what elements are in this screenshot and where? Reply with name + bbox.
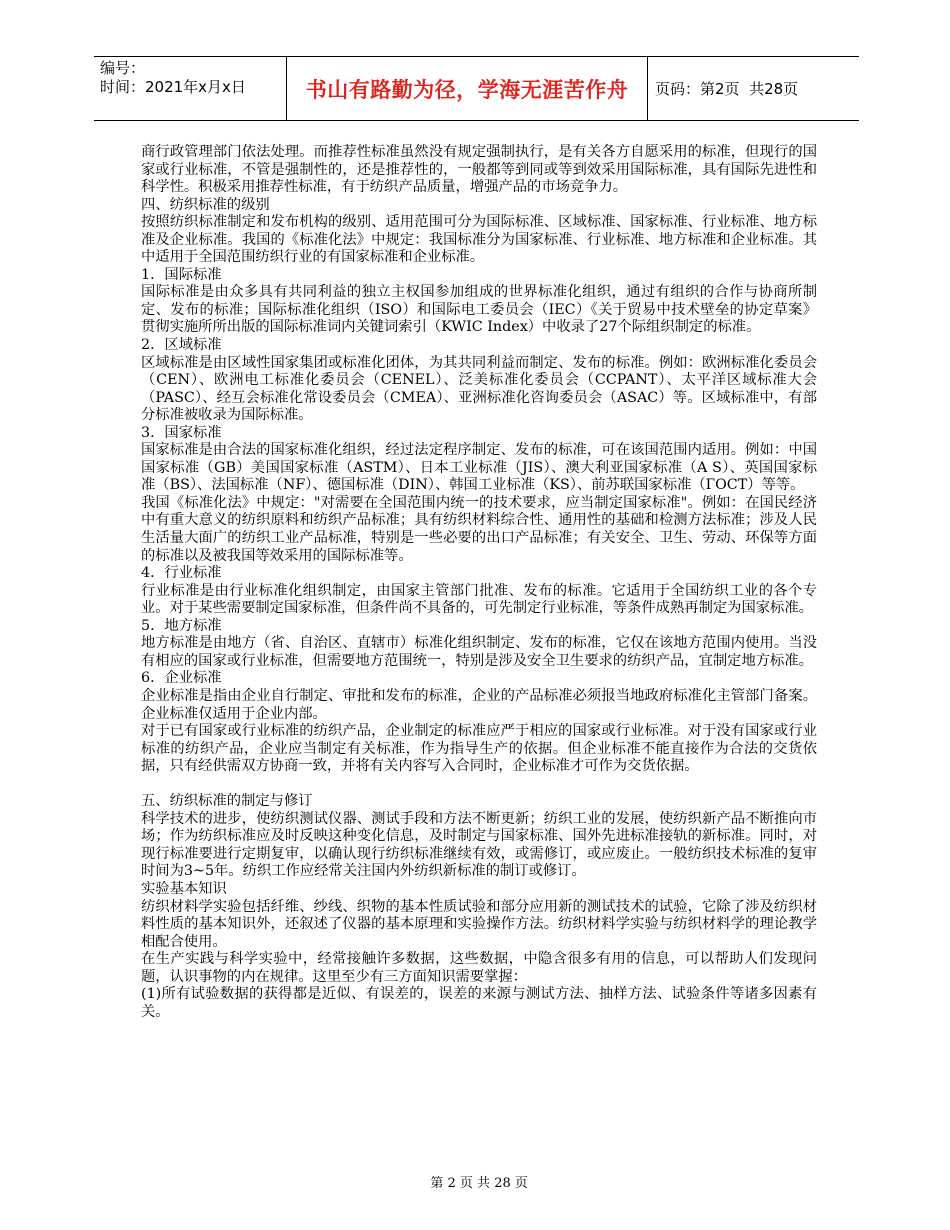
paragraph: 企业标准是指由企业自行制定、审批和发布的标准，企业的产品标准必须报当地政府标准化主管部门备案。企业标准仅适用于企业内部。 <box>141 687 817 722</box>
paragraph: 科学技术的进步，使纺织测试仪器、测试手段和方法不断更新；纺织工业的发展，使纺织新产品不断推向市场；作为纺织标准应及时反映这种变化信息，及时制定与国家标准、国外先进标准接轨的新标准。同时，对现行标准要进行定期复审，以确认现行纺织标准继续有效，或需修订，或应废止。一般纺织技术标准的复审时间为3~5年。纺织工作应经常关注国内外纺织新标准的制订或修订。 <box>141 810 817 880</box>
page-header <box>94 56 859 121</box>
header-motto: 书山有路勤为径，学海无涯苦作舟 <box>286 57 648 120</box>
paragraph: 国际标准是由众多具有共同利益的独立主权国参加组成的世界标准化组织，通过有组织的合作与协商所制定、发布的标准；国际标准化组织（ISO）和国际电工委员会（IEC）《关于贸易中技术壁垒的协定草案》贯彻实施所所出版的国际标准词内关键词索引（KWIC Index）中收录了27个际组织制定的标准。 <box>141 284 817 336</box>
paragraph: 对于已有国家或行业标准的纺织产品，企业制定的标准应严于相应的国家或行业标准。对于没有国家或行业标准的纺织产品，企业应当制定有关标准，作为指导生产的依据。但企业标准不能直接作为合法的交货依据，只有经供需双方协商一致，并将有关内容写入合同时，企业标准才可作为交货依据。 <box>141 723 817 775</box>
section-heading: 五、纺织标准的制定与修订 <box>141 793 313 810</box>
paragraph: 地方标准是由地方（省、自治区、直辖市）标准化组织制定、发布的标准，它仅在该地方范围内使用。当没有相应的国家或行业标准，但需要地方范围统一，特别是涉及安全卫生要求的纺织产品，宜制定地方标准。 <box>141 635 817 669</box>
header-page-number: 页码：第2页 共28页 <box>655 80 799 98</box>
paragraph: 我国《标准化法》中规定："对需要在全国范围内统一的技术要求，应当制定国家标准"。例如：在国民经济中有重大意义的纺织原料和纺织产品标准；具有纺织材料综合性、通用性的基础和检测方法标准；涉及人民生活量大面广的纺织工业产品标准，特别是一些必要的出口产品标准；有关安全、卫生、劳动、环保等方面的标准以及被我国等效采用的国际标准等。 <box>141 494 817 564</box>
subsection-heading: 2．区域标准 <box>141 337 222 354</box>
paragraph: 国家标准是由合法的国家标准化组织，经过法定程序制定、发布的标准，可在该国范围内适用。例如：中国国家标准（GB）美国国家标准（ASTM）、日本工业标准（JIS）、澳大利亚国家标准（A S）、英国国家标准（BS）、法国标准（NF）、德国标准（DIN）、韩国工业标准（KS）、前苏联国家标准（ГОСТ）等等。 <box>141 442 817 494</box>
paragraph: 纺织材料学实验包括纤维、纱线、织物的基本性质试验和部分应用新的测试技术的试验，它除了涉及纺织材料性质的基本知识外，还叙述了仪器的基本原理和实验操作方法。纺织材料学实验与纺织材料学的理论教学相配合使用。 <box>141 898 817 950</box>
paragraph: 按照纺织标准制定和发布机构的级别、适用范围可分为国际标准、区域标准、国家标准、行业标准、地方标准及企业标准。我国的《标准化法》中规定：我国标准分为国家标准、行业标准、地方标准和企业标准。其中适用于全国范围纺织行业的有国家标准和企业标准。 <box>141 214 817 266</box>
subsection-heading: 1．国际标准 <box>141 266 222 283</box>
footer-page-number: 第 2 页 共 28 页 <box>430 1176 528 1191</box>
document-body <box>141 144 817 1021</box>
paragraph: 商行政管理部门依法处理。而推荐性标准虽然没有规定强制执行，是有关各方自愿采用的标准，但现行的国家或行业标准，不管是强制性的，还是推荐性的，一般都等到同或等到效采用国际标准，具有国际先进性和科学性。积极采用推荐性标准，有于纺织产品质量，增强产品的市场竞争力。 <box>141 144 817 196</box>
subsection-heading: 4．行业标准 <box>141 565 222 582</box>
subsection-heading: 6．企业标准 <box>141 670 222 687</box>
section-heading: 四、纺织标准的级别 <box>141 196 270 213</box>
subsection-heading: 5．地方标准 <box>141 617 222 634</box>
paragraph: (1)所有试验数据的获得都是近似、有误差的，误差的来源与测试方法、抽样方法、试验条件等诸多因素有关。 <box>141 986 817 1020</box>
header-info-cell <box>94 57 286 120</box>
document-code-label: 编号： <box>100 59 146 77</box>
page-footer <box>0 1157 950 1191</box>
subsection-heading: 3．国家标准 <box>141 424 222 441</box>
section-heading: 实验基本知识 <box>141 880 227 897</box>
paragraph: 区域标准是由区域性国家集团或标准化团体，为其共同利益而制定、发布的标准。例如：欧洲标准化委员会（CEN）、欧洲电工标准化委员会（CENEL）、泛美标准化委员会（CCPANT）、太平洋区域标准大会（PASC）、经互会标准化常设委员会（CMEA）、亚洲标准化咨询委员会（ASAC）等。区域标准中，有部分标准被收录为国际标准。 <box>141 354 817 424</box>
paragraph: 行业标准是由行业标准化组织制定，由国家主管部门批准、发布的标准。它适用于全国纺织工业的各个专业。对于某些需要制定国家标准，但条件尚不具备的，可先制定行业标准，等条件成熟再制定为国家标准。 <box>141 582 817 617</box>
paragraph: 在生产实践与科学实验中，经常接触许多数据，这些数据，中隐含很多有用的信息，可以帮助人们发现问题，认识事物的内在规律。这里至少有三方面知识需要掌握： <box>141 951 817 985</box>
document-date-label: 时间：2021年x月x日 <box>100 78 246 96</box>
